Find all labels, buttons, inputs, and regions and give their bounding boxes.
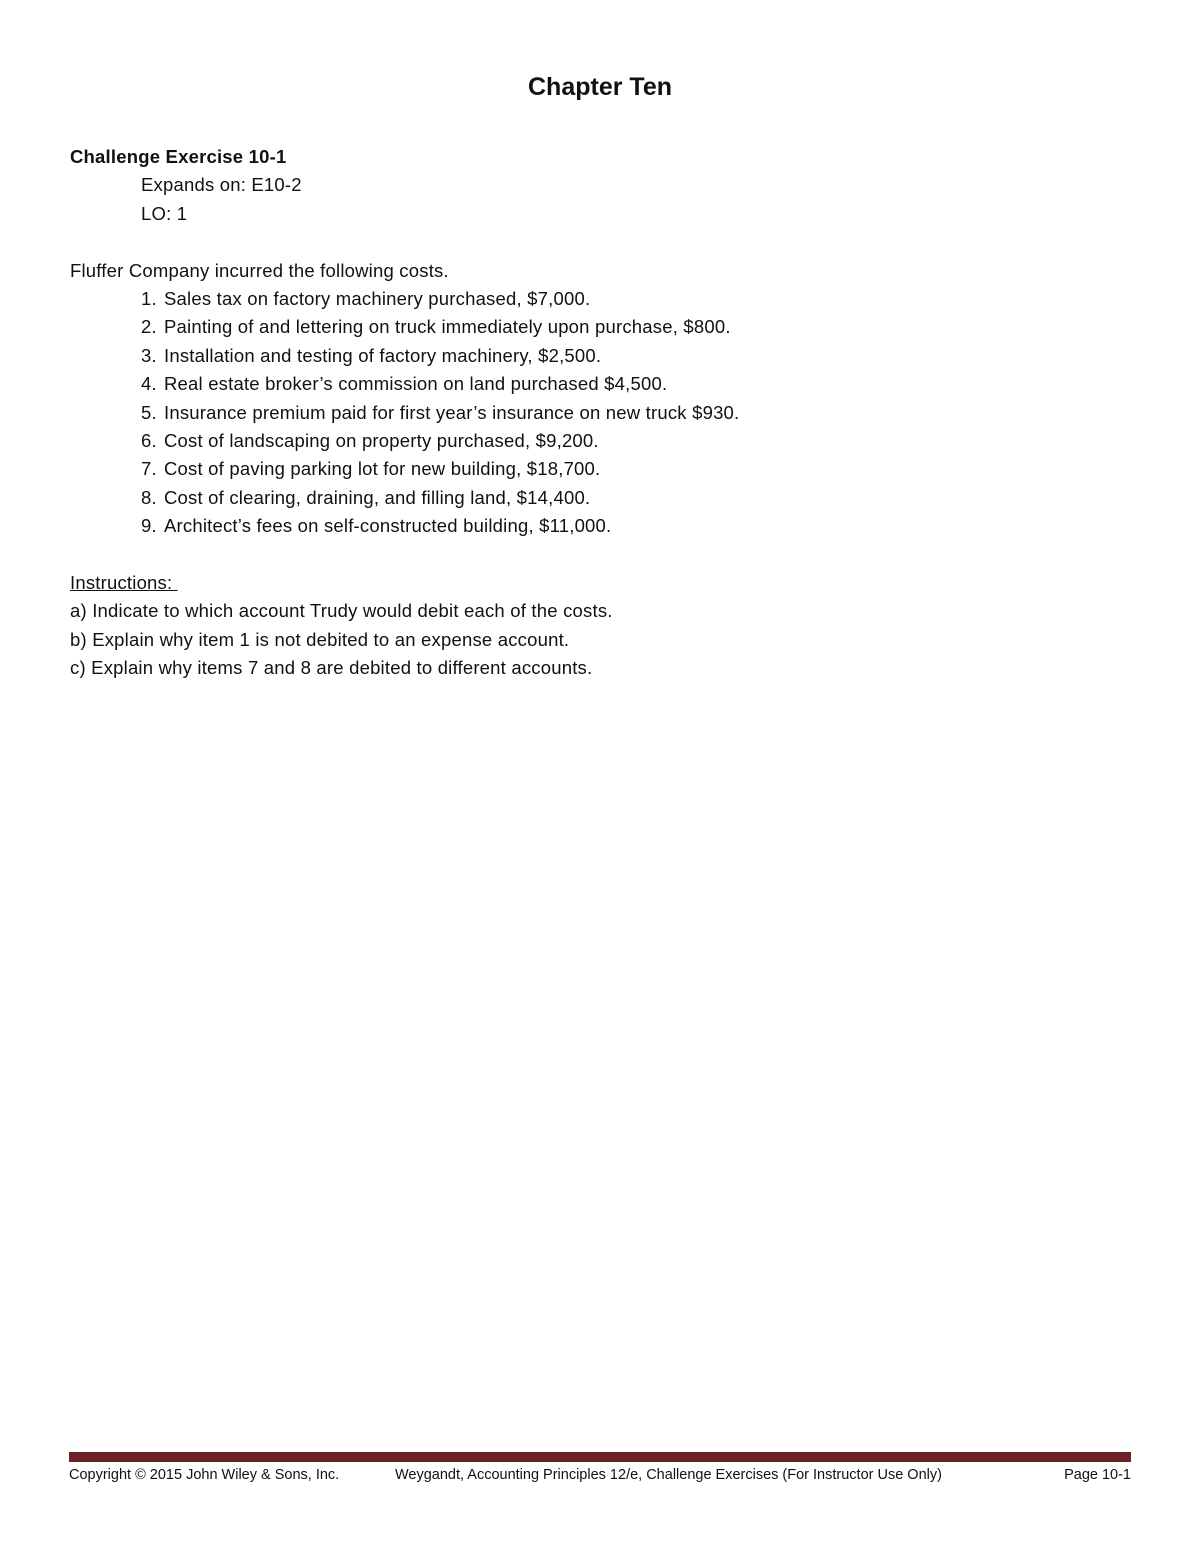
- cost-item-number: 7.: [141, 458, 157, 480]
- cost-item-number: 6.: [141, 430, 157, 452]
- footer-divider: [69, 1452, 1131, 1462]
- cost-item: [70, 455, 1130, 483]
- instructions-heading: Instructions:: [70, 572, 178, 594]
- instruction-item: c) Explain why items 7 and 8 are debited to different accounts.: [70, 657, 593, 679]
- cost-item-text: Architect’s fees on self-constructed building, $11,000.: [164, 515, 612, 537]
- cost-item-number: 2.: [141, 316, 157, 338]
- cost-item: [70, 313, 1130, 341]
- expands-on: Expands on: E10-2: [141, 174, 302, 196]
- cost-item: [70, 342, 1130, 370]
- footer-copyright: Copyright © 2015 John Wiley & Sons, Inc.: [69, 1467, 340, 1483]
- footer-page-number: Page 10-1: [1064, 1467, 1131, 1483]
- instruction-item: a) Indicate to which account Trudy would debit each of the costs.: [70, 600, 613, 622]
- document-body: [70, 143, 1130, 683]
- spacer: [70, 228, 1130, 256]
- page-footer: [69, 1465, 1131, 1485]
- cost-item-number: 8.: [141, 486, 157, 508]
- cost-item: [70, 370, 1130, 398]
- chapter-title: Chapter Ten: [528, 73, 672, 101]
- cost-item-text: Insurance premium paid for first year’s insurance on new truck $930.: [164, 401, 740, 423]
- exercise-title: Challenge Exercise 10-1: [70, 146, 287, 167]
- cost-item-text: Cost of clearing, draining, and filling land, $14,400.: [164, 486, 591, 508]
- cost-item: [70, 484, 1130, 512]
- cost-item-number: 1.: [141, 288, 157, 310]
- instructions-heading-row: [70, 569, 1130, 597]
- cost-item-text: Sales tax on factory machinery purchased, $7,000.: [164, 288, 591, 310]
- cost-item: [70, 427, 1130, 455]
- cost-item: [70, 512, 1130, 540]
- cost-item-text: Painting of and lettering on truck immediately upon purchase, $800.: [164, 316, 731, 338]
- learning-objective: LO: 1: [141, 202, 188, 224]
- cost-item-number: 9.: [141, 515, 157, 537]
- instruction-item: b) Explain why item 1 is not debited to an expense account.: [70, 628, 570, 650]
- cost-item: [70, 399, 1130, 427]
- exercise-intro: Fluffer Company incurred the following costs.: [70, 259, 449, 281]
- cost-item: [70, 285, 1130, 313]
- spacer: [70, 541, 1130, 569]
- footer-book-title: Weygandt, Accounting Principles 12/e, Challenge Exercises (For Instructor Use Only): [395, 1467, 942, 1483]
- cost-item-number: 3.: [141, 344, 157, 366]
- cost-item-text: Cost of paving parking lot for new building, $18,700.: [164, 458, 601, 480]
- cost-item-number: 4.: [141, 373, 157, 395]
- cost-item-number: 5.: [141, 401, 157, 423]
- cost-item-text: Real estate broker’s commission on land purchased $4,500.: [164, 373, 668, 395]
- cost-item-text: Installation and testing of factory machinery, $2,500.: [164, 344, 602, 366]
- cost-item-text: Cost of landscaping on property purchased, $9,200.: [164, 430, 599, 452]
